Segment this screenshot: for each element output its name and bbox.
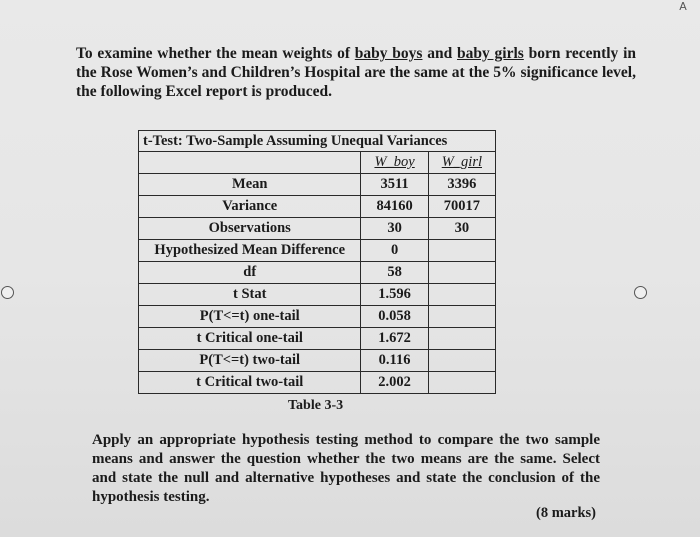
intro-paragraph: To examine whether the mean weights of baby boys and baby girls born recently in the Rose Women’s and Children’s Hospital are the same at the 5% significance level, the following Excel report is produced.: [76, 45, 637, 100]
marks-label: (8 marks): [536, 505, 597, 521]
binder-hole-right: [634, 286, 647, 299]
column-header-row: [139, 152, 496, 174]
row-label: Hypothesized Mean Difference: [139, 240, 361, 262]
value-girl: 3396: [428, 174, 495, 196]
row-label: t Critical two-tail: [139, 372, 361, 394]
binder-hole-left: [1, 286, 14, 299]
value-boy: 58: [361, 262, 428, 284]
row-label: Observations: [139, 218, 361, 240]
table-row: [139, 174, 496, 196]
row-label: P(T<=t) two-tail: [139, 350, 361, 372]
value-girl: [428, 240, 495, 262]
table-row: [139, 328, 496, 350]
table-row: [139, 240, 496, 262]
question-paragraph: Apply an appropriate hypothesis testing method to compare the two sample means and answer the question whether the two means are the same. Select and state the null and alternative hypotheses and state the conclusion of the hypothesis testing.: [92, 432, 600, 505]
table-row: [139, 262, 496, 284]
table-row: [139, 284, 496, 306]
value-girl: 30: [428, 218, 495, 240]
value-girl: 70017: [428, 196, 495, 218]
value-boy: 1.596: [361, 284, 428, 306]
row-label: P(T<=t) one-tail: [139, 306, 361, 328]
col-header-boy: W_boy: [374, 154, 415, 170]
table-row: [139, 372, 496, 394]
table-row: [139, 218, 496, 240]
value-girl: [428, 372, 495, 394]
table-row: [139, 306, 496, 328]
row-label: Variance: [139, 196, 361, 218]
value-girl: [428, 262, 495, 284]
table-caption: Table 3-3: [288, 398, 344, 413]
value-boy: 0.116: [361, 350, 428, 372]
ttest-table: [138, 130, 496, 394]
row-label: df: [139, 262, 361, 284]
value-boy: 0.058: [361, 306, 428, 328]
value-boy: 84160: [361, 196, 428, 218]
value-girl: [428, 350, 495, 372]
baby-girls-term: baby girls: [457, 45, 524, 62]
value-girl: [428, 306, 495, 328]
excel-report: [138, 130, 496, 394]
value-boy: 1.672: [361, 328, 428, 350]
table-row: [139, 350, 496, 372]
value-boy: 0: [361, 240, 428, 262]
row-label: t Critical one-tail: [139, 328, 361, 350]
row-label: t Stat: [139, 284, 361, 306]
value-boy: 2.002: [361, 372, 428, 394]
value-girl: [428, 328, 495, 350]
table-row: [139, 196, 496, 218]
value-boy: 3511: [361, 174, 428, 196]
corner-mark: A: [679, 0, 687, 13]
row-label: Mean: [139, 174, 361, 196]
report-title: t-Test: Two-Sample Assuming Unequal Variances: [139, 131, 496, 152]
value-boy: 30: [361, 218, 428, 240]
baby-boys-term: baby boys: [354, 45, 423, 62]
value-girl: [428, 284, 495, 306]
col-header-girl: W_girl: [441, 154, 482, 170]
